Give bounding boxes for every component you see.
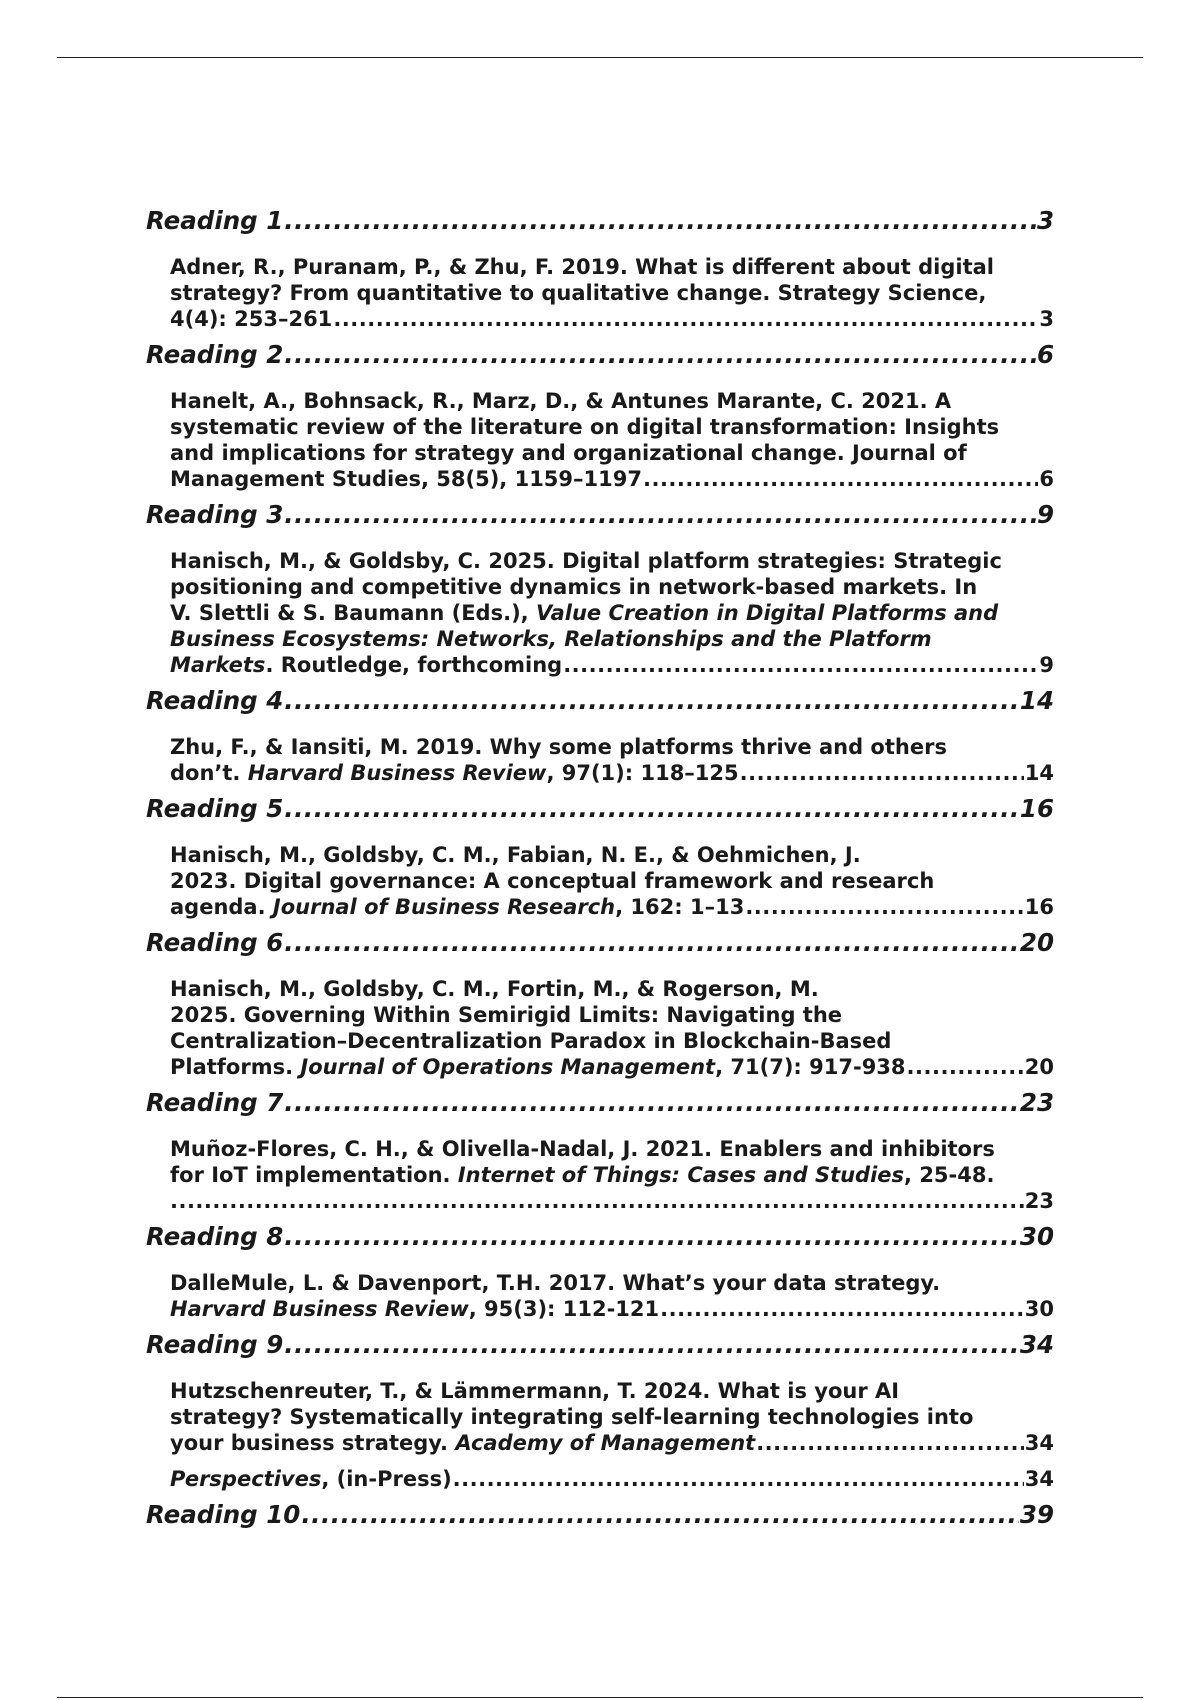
dot-leader xyxy=(745,894,1023,920)
toc-entry[interactable] xyxy=(170,976,1054,1080)
citation-last-line: Markets. Routledge, forthcoming ..... 9 xyxy=(170,652,1054,678)
dot-leader xyxy=(284,206,1036,235)
journal-title: Harvard Business Review xyxy=(247,761,547,785)
reading-title: Reading 8 xyxy=(146,1222,284,1251)
toc-reading-2[interactable] xyxy=(146,340,1054,376)
citation-last-line: don’t. Harvard Business Review, 97(1): 118–125 ..... 14 xyxy=(170,760,1054,786)
citation-last-line: 4(4): 253–261 ..... 3 xyxy=(170,306,1054,332)
citation-line: systematic review of the literature on digital transformation: Insights xyxy=(170,415,1000,439)
journal-title: Journal of Business Research xyxy=(272,895,616,919)
book-title: Internet of Things: Cases and Studies xyxy=(457,1163,905,1187)
page-number: 14 xyxy=(1019,686,1054,715)
citation-line: strategy? From quantitative to qualitative change. Strategy Science, xyxy=(170,281,987,305)
citation-line: DalleMule, L. & Davenport, T.H. 2017. What’s your data strategy. xyxy=(170,1271,941,1295)
toc-entry[interactable] xyxy=(170,1270,1054,1322)
dot-leader xyxy=(660,1296,1024,1322)
reading-title: Reading 10 xyxy=(146,1500,301,1529)
journal-title: Journal of Operations Management xyxy=(300,1055,716,1079)
reading-title: Reading 2 xyxy=(146,340,284,369)
citation-last-line: Management Studies, 58(5), 1159–1197 ..... 6 xyxy=(170,466,1054,492)
dot-leader xyxy=(907,1054,1024,1080)
page-number: 14 xyxy=(1024,761,1054,785)
footer-rule xyxy=(57,1697,1143,1698)
toc-entry[interactable] xyxy=(170,842,1054,920)
dot-leader xyxy=(284,1330,1019,1359)
citation-line: for IoT implementation. Internet of Things: Cases and Studies, 25-48. xyxy=(170,1163,995,1187)
citation-line: Hanisch, M., & Goldsby, C. 2025. Digital platform strategies: Strategic xyxy=(170,549,1002,573)
journal-title: Perspectives xyxy=(170,1467,322,1491)
dot-leader xyxy=(740,760,1024,786)
citation-line: Centralization–Decentralization Paradox in Blockchain-Based xyxy=(170,1029,892,1053)
dot-leader xyxy=(284,1088,1019,1117)
page-number: 9 xyxy=(1039,653,1054,677)
citation-line: and implications for strategy and organizational change. Journal of xyxy=(170,441,967,465)
page-number: 34 xyxy=(1024,1431,1054,1455)
citation-line: Hutzschenreuter, T., & Lämmermann, T. 2024. What is your AI xyxy=(170,1379,900,1403)
toc-entry[interactable] xyxy=(170,1466,1054,1492)
citation-line: Zhu, F., & Iansiti, M. 2019. Why some platforms thrive and others xyxy=(170,735,947,759)
reading-title: Reading 1 xyxy=(146,206,284,235)
toc-reading-8[interactable] xyxy=(146,1222,1054,1258)
citation-line: strategy? Systematically integrating self-learning technologies into xyxy=(170,1405,974,1429)
page-number: 34 xyxy=(1019,1330,1054,1359)
toc-reading-4[interactable] xyxy=(146,686,1054,722)
reading-title: Reading 5 xyxy=(146,794,284,823)
reading-title: Reading 9 xyxy=(146,1330,284,1359)
citation-last-line: Perspectives, (in-Press) ..... 34 xyxy=(170,1466,1054,1492)
toc-entry[interactable] xyxy=(170,734,1054,786)
page-number: 6 xyxy=(1036,340,1054,369)
dot-leader xyxy=(284,1222,1019,1251)
dot-leader xyxy=(284,500,1036,529)
toc-entry[interactable] xyxy=(170,548,1054,678)
page-number: 3 xyxy=(1036,206,1054,235)
dot-leader xyxy=(333,306,1038,332)
page-number: 30 xyxy=(1024,1297,1054,1321)
page-number: 20 xyxy=(1019,928,1054,957)
citation-line: 2025. Governing Within Semirigid Limits: Navigating the xyxy=(170,1003,843,1027)
table-of-contents xyxy=(146,206,1054,1536)
dot-leader xyxy=(284,340,1036,369)
dot-leader xyxy=(301,1500,1019,1529)
citation-line: 2023. Digital governance: A conceptual framework and research xyxy=(170,869,935,893)
toc-entry[interactable] xyxy=(170,1378,1054,1456)
dot-leader xyxy=(756,1430,1024,1456)
book-title: Business Ecosystems: Networks, Relationships and the Platform xyxy=(170,627,932,651)
citation-line xyxy=(170,626,1054,652)
citation-line: Muñoz-Flores, C. H., & Olivella-Nadal, J. 2021. Enablers and inhibitors xyxy=(170,1137,995,1161)
citation-last-line: Platforms. Journal of Operations Management, 71(7): 917-938 ..... 20 xyxy=(170,1054,1054,1080)
page-number: 20 xyxy=(1024,1055,1054,1079)
toc-entry[interactable] xyxy=(170,1136,1054,1214)
citation-line: Hanelt, A., Bohnsack, R., Marz, D., & Antunes Marante, C. 2021. A xyxy=(170,389,952,413)
journal-title: Academy of Management xyxy=(455,1431,756,1455)
dot-leader xyxy=(284,794,1019,823)
book-title: Value Creation in Digital Platforms and xyxy=(535,601,999,625)
toc-entry[interactable] xyxy=(170,388,1054,492)
page-number: 16 xyxy=(1024,895,1054,919)
page-number: 30 xyxy=(1019,1222,1054,1251)
reading-title: Reading 7 xyxy=(146,1088,284,1117)
dot-leader xyxy=(284,686,1019,715)
toc-reading-1[interactable] xyxy=(146,206,1054,242)
citation-line: Adner, R., Puranam, P., & Zhu, F. 2019. What is different about digital xyxy=(170,255,994,279)
reading-title: Reading 6 xyxy=(146,928,284,957)
page-number: 23 xyxy=(1019,1088,1054,1117)
reading-title: Reading 4 xyxy=(146,686,284,715)
toc-reading-6[interactable] xyxy=(146,928,1054,964)
toc-reading-5[interactable] xyxy=(146,794,1054,830)
dot-leader xyxy=(170,1188,1024,1214)
page-number: 16 xyxy=(1019,794,1054,823)
citation-line: V. Slettli & S. Baumann (Eds.), Value Creation in Digital Platforms and xyxy=(170,601,999,625)
page-number: 23 xyxy=(1024,1189,1054,1213)
page-number: 34 xyxy=(1024,1467,1054,1491)
citation-line: Hanisch, M., Goldsby, C. M., Fabian, N. E., & Oehmichen, J. xyxy=(170,843,861,867)
journal-title: Harvard Business Review xyxy=(170,1297,469,1321)
citation-last-line xyxy=(170,1188,1054,1214)
citation-line: positioning and competitive dynamics in network-based markets. In xyxy=(170,575,978,599)
citation-line: Hanisch, M., Goldsby, C. M., Fortin, M., & Rogerson, M. xyxy=(170,977,819,1001)
dot-leader xyxy=(643,466,1038,492)
toc-reading-3[interactable] xyxy=(146,500,1054,536)
citation-last-line: agenda. Journal of Business Research, 162: 1–13 ..... 16 xyxy=(170,894,1054,920)
dot-leader xyxy=(453,1466,1024,1492)
dot-leader xyxy=(563,652,1038,678)
header-rule xyxy=(57,57,1143,58)
toc-entry[interactable] xyxy=(170,254,1054,332)
toc-reading-9[interactable] xyxy=(146,1330,1054,1366)
page-number: 3 xyxy=(1039,307,1054,331)
toc-reading-10[interactable] xyxy=(146,1500,1054,1536)
page-number: 6 xyxy=(1039,467,1054,491)
page-number: 39 xyxy=(1019,1500,1054,1529)
page-number: 9 xyxy=(1036,500,1054,529)
reading-title: Reading 3 xyxy=(146,500,284,529)
citation-last-line: Harvard Business Review, 95(3): 112-121 ..... 30 xyxy=(170,1296,1054,1322)
book-title: Markets xyxy=(170,653,266,677)
citation-last-line: your business strategy. Academy of Management ..... 34 xyxy=(170,1430,1054,1456)
dot-leader xyxy=(284,928,1019,957)
toc-reading-7[interactable] xyxy=(146,1088,1054,1124)
